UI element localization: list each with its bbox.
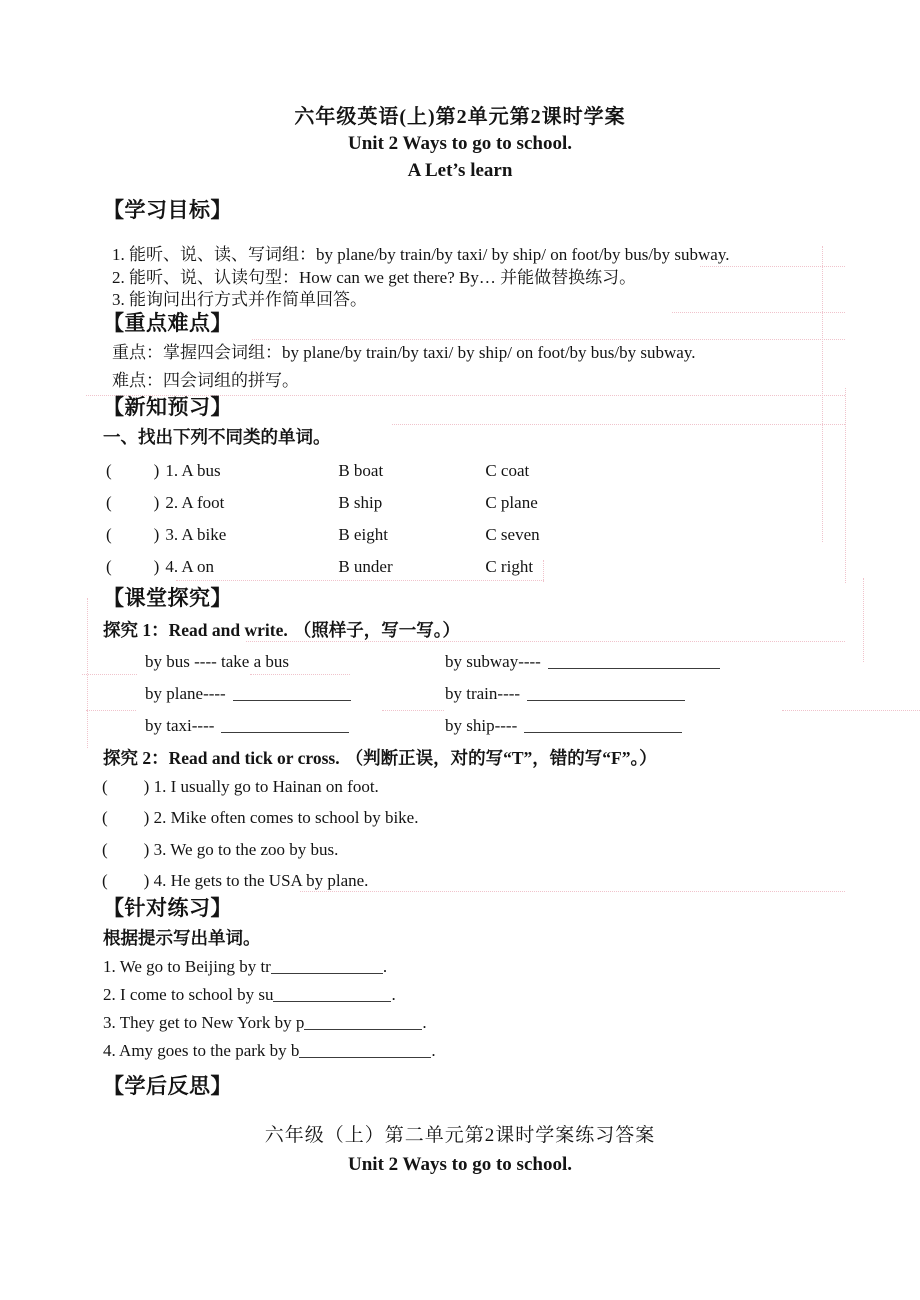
answer-paren-open: ( <box>106 557 112 576</box>
truefalse-sentence: 1. I usually go to Hainan on foot. <box>153 777 379 796</box>
goal-item: 3. 能询问出行方式并作简单回答。 <box>112 290 367 309</box>
fill-in-blank <box>548 654 720 669</box>
gridline <box>392 424 845 425</box>
practice-row <box>103 981 436 1009</box>
pair-row <box>145 710 720 742</box>
sentence-period: . <box>391 985 396 1004</box>
fill-in-blank <box>527 686 685 701</box>
section-heading-reflection: 【学后反思】 <box>103 1074 232 1098</box>
truefalse-row <box>102 771 418 802</box>
section-heading-goals: 【学习目标】 <box>103 198 232 222</box>
practice-sentence: 3. They get to New York by p <box>103 1013 305 1032</box>
task2-label: 探究 2： <box>103 748 169 768</box>
pair-row <box>145 646 720 678</box>
section-heading-practice: 【针对练习】 <box>103 896 232 920</box>
odd-word-exercise <box>106 455 540 583</box>
fill-in-blank <box>221 718 349 733</box>
practice-list <box>103 953 436 1065</box>
answer-paren-open: ( <box>106 493 112 512</box>
pair-row <box>145 678 720 710</box>
practice-row <box>103 1009 436 1037</box>
odd-word-row <box>106 455 540 487</box>
keypoints-lines <box>112 339 695 395</box>
option-a: 3. A bike <box>165 525 227 544</box>
pair-left-label: by taxi---- <box>145 716 215 735</box>
pair-right <box>445 716 682 735</box>
fill-in-blank <box>304 1015 422 1030</box>
truefalse-sentence: 2. Mike often comes to school by bike. <box>153 808 419 828</box>
fill-in-blank <box>233 686 351 701</box>
task1-pairs <box>145 646 720 742</box>
answer-paren-close: ) <box>143 777 150 796</box>
option-c: C right <box>485 557 534 576</box>
truefalse-row <box>102 865 418 896</box>
fill-in-blank <box>524 718 682 733</box>
gridline <box>87 598 88 748</box>
goals-list <box>112 244 729 312</box>
answer-paren-open: ( <box>102 808 108 828</box>
answer-paren-open: ( <box>102 777 108 796</box>
option-a: 4. A on <box>165 557 214 576</box>
fill-in-blank <box>299 1043 431 1058</box>
pair-left-label: by bus ---- take a bus <box>145 652 289 671</box>
answer-paren-close: ) <box>153 461 160 480</box>
odd-word-row <box>106 551 540 583</box>
option-a: 1. A bus <box>165 461 221 480</box>
preview-instruction: 一、找出下列不同类的单词。 <box>103 427 331 447</box>
section-heading-preview: 【新知预习】 <box>103 395 232 419</box>
odd-word-row <box>106 487 540 519</box>
answer-paren-open: ( <box>106 525 112 544</box>
answer-paren-close: ) <box>153 493 160 512</box>
pair-left <box>145 646 445 678</box>
fill-in-blank <box>273 987 391 1002</box>
section-heading-keypoints: 【重点难点】 <box>103 311 232 335</box>
pair-right <box>445 652 720 671</box>
pair-right-label: by train---- <box>445 684 521 703</box>
option-c: C plane <box>485 493 538 512</box>
truefalse-sentence: 4. He gets to the USA by plane. <box>153 870 369 890</box>
option-a: 2. A foot <box>165 493 225 512</box>
sentence-period: . <box>382 957 388 976</box>
answers-title-cn: 六年级（上）第二单元第2课时学案练习答案 <box>264 1125 656 1146</box>
gridline <box>82 674 137 675</box>
goal-item: 1. 能听、说、读、写词组：by plane/by train/by taxi/ by ship/ on foot/by bus/by subway. <box>112 245 730 264</box>
unit-title: Unit 2 Ways to go to school. <box>348 133 572 154</box>
answer-paren-close: ) <box>143 808 150 828</box>
task1-title: Read and write. <box>168 620 288 640</box>
answer-paren-close: ) <box>153 557 160 576</box>
gridline <box>543 560 544 582</box>
gridline <box>822 246 823 542</box>
answer-paren-open: ( <box>106 461 112 480</box>
truefalse-row <box>102 834 418 865</box>
option-c: C coat <box>485 461 530 480</box>
pair-right-label: by ship---- <box>445 716 518 735</box>
section-heading-classroom: 【课堂探究】 <box>103 586 232 610</box>
keypoint-line: 难点：四会词组的拼写。 <box>112 371 299 390</box>
answers-header <box>0 1121 920 1179</box>
practice-sentence: 2. I come to school by su <box>103 985 274 1004</box>
practice-row <box>103 953 436 981</box>
fill-in-blank <box>271 959 383 974</box>
task2-title: Read and tick or cross. <box>168 748 340 768</box>
option-b: B eight <box>338 525 388 544</box>
task2-note: （判断正误，对的写“T”，错的写“F”。） <box>345 748 657 768</box>
sentence-period: . <box>431 1041 436 1060</box>
practice-instruction: 根据提示写出单词。 <box>103 928 261 948</box>
option-b: B boat <box>338 461 384 480</box>
task2-truefalse-list <box>102 771 418 896</box>
keypoint-line: 重点：掌握四会词组：by plane/by train/by taxi/ by ship/ on foot/by bus/by subway. <box>112 343 696 362</box>
truefalse-sentence: 3. We go to the zoo by bus. <box>153 839 339 859</box>
answer-paren-open: ( <box>102 870 108 890</box>
pair-right <box>445 684 685 703</box>
pair-left <box>145 710 445 742</box>
odd-word-row <box>106 519 540 551</box>
pair-left-label: by plane---- <box>145 684 226 703</box>
truefalse-row <box>102 802 418 833</box>
option-b: B ship <box>338 493 383 512</box>
answer-paren-open: ( <box>102 839 108 859</box>
pair-left <box>145 678 445 710</box>
option-b: B under <box>338 557 393 576</box>
task1-header <box>103 617 460 645</box>
document-title: 六年级英语(上)第2单元第2课时学案 <box>294 106 626 128</box>
pair-right-label: by subway---- <box>445 652 541 671</box>
lesson-title: A Let’s learn <box>407 160 513 181</box>
goal-item: 2. 能听、说、认读句型：How can we get there? By… 并能做替换练习。 <box>112 267 637 287</box>
answer-paren-close: ) <box>143 839 150 859</box>
sentence-period: . <box>422 1013 427 1032</box>
task1-note: （照样子，写一写。） <box>293 620 460 640</box>
gridline <box>86 710 136 711</box>
practice-row <box>103 1037 436 1065</box>
answers-title-en: Unit 2 Ways to go to school. <box>348 1154 572 1175</box>
gridline <box>672 312 845 313</box>
answer-paren-close: ) <box>153 525 160 544</box>
task2-header <box>103 745 657 773</box>
gridline <box>863 578 864 662</box>
practice-sentence: 4. Amy goes to the park by b <box>103 1041 300 1060</box>
answer-paren-close: ) <box>143 870 150 890</box>
gridline <box>782 710 920 711</box>
practice-sentence: 1. We go to Beijing by tr <box>103 957 271 976</box>
option-c: C seven <box>485 525 540 544</box>
gridline <box>845 388 846 583</box>
task1-label: 探究 1： <box>103 620 169 640</box>
